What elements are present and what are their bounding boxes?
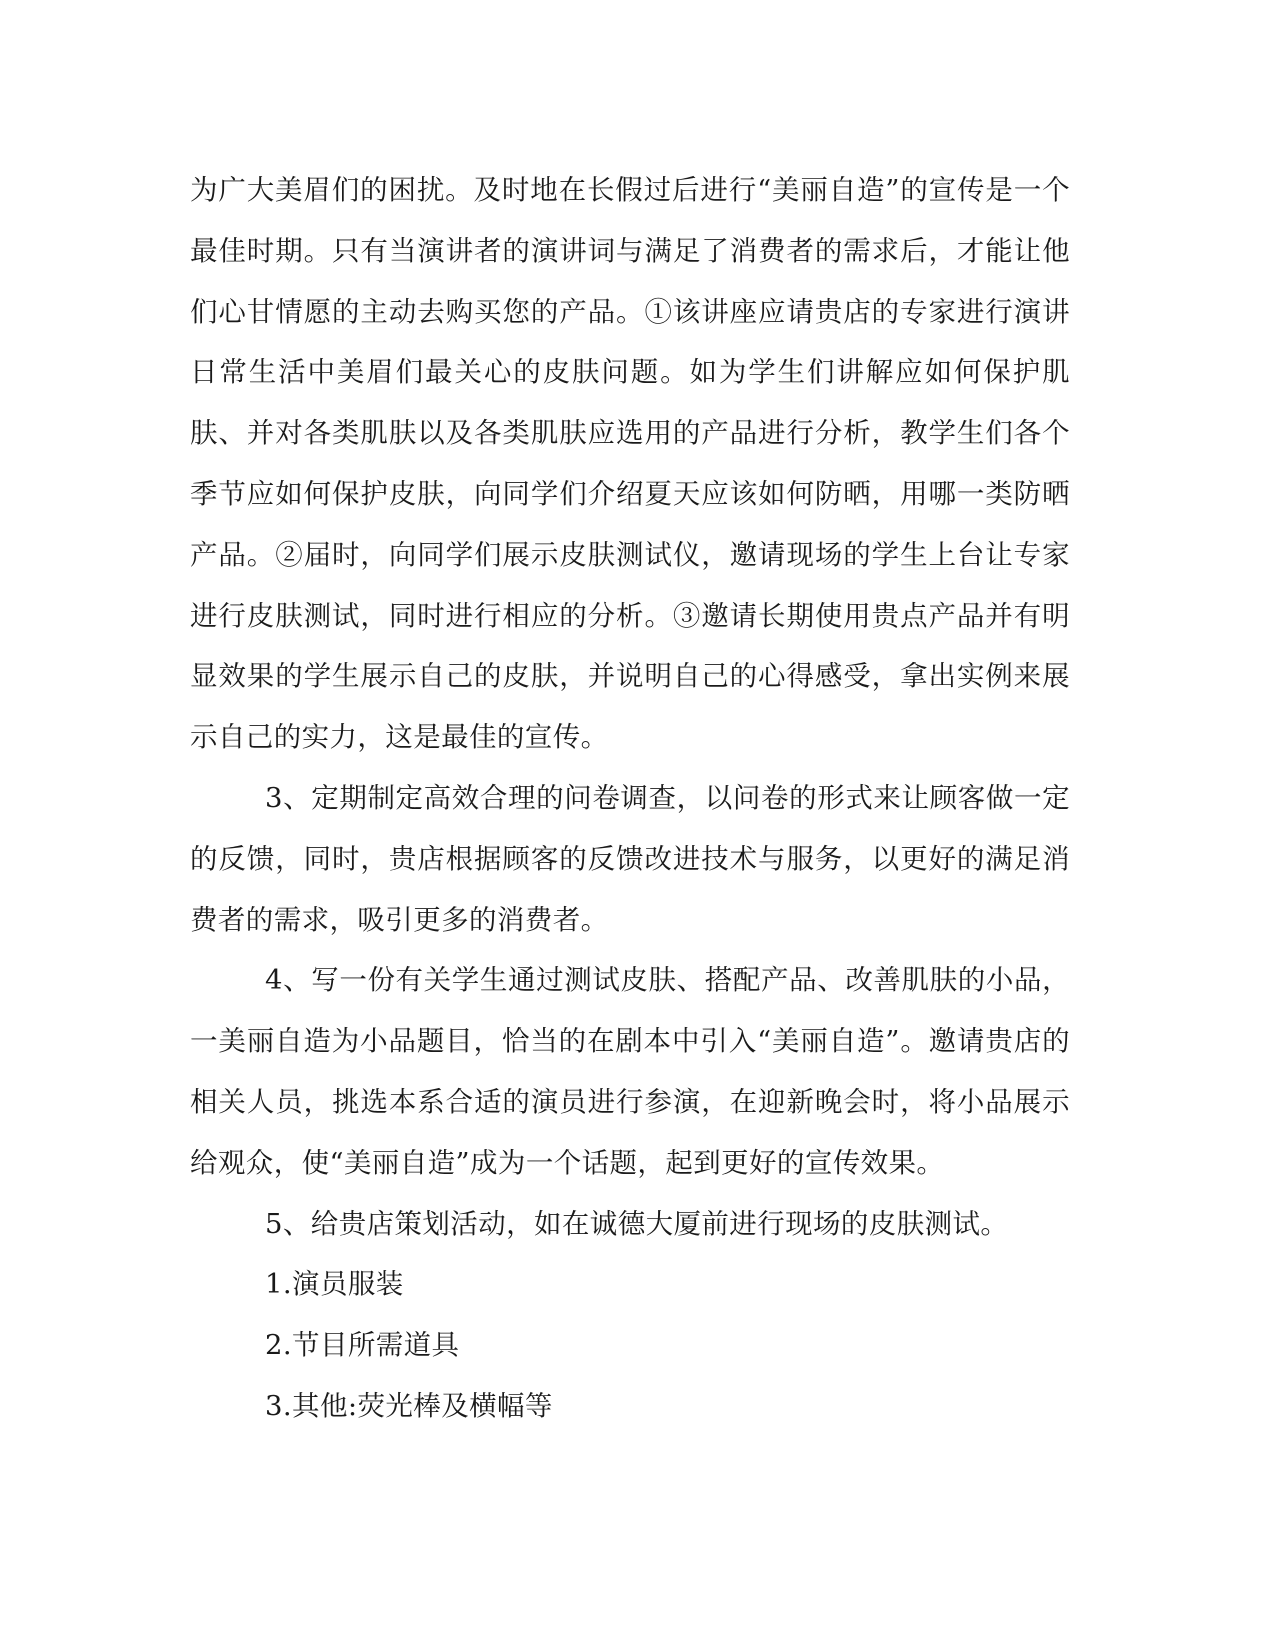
list-item-props: 2.节目所需道具: [265, 1329, 460, 1362]
paragraph-continuation: 为广大美眉们的困扰。及时地在长假过后进行“美丽自造”的宣传是一个最佳时期。只有当演讲者的演讲词与满足了消费者的需求后，才能让他们心甘情愿的主动去购买您的产品。①该讲座应请贵店的专家进行演讲日常生活中美眉们最关心的皮肤问题。如为学生们讲解应如何保护肌肤、并对各类肌肤以及各类肌肤应选用的产品进行分析，教学生们各个季节应如何保护皮肤，向同学们介绍夏天应该如何防晒，用哪一类防晒产品。②届时，向同学们展示皮肤测试仪，邀请现场的学生上台让专家进行皮肤测试，同时进行相应的分析。③邀请长期使用贵点产品并有明显效果的学生展示自己的皮肤，并说明自己的心得感受，拿出实例来展示自己的实力，这是最佳的宣传。: [190, 174, 1070, 754]
paragraph-item-4: 4、写一份有关学生通过测试皮肤、搭配产品、改善肌肤的小品，一美丽自造为小品题目，恰当的在剧本中引入“美丽自造”。邀请贵店的相关人员，挑选本系合适的演员进行参演，在迎新晚会时，将小品展示给观众，使“美丽自造”成为一个话题，起到更好的宣传效果。: [190, 964, 1070, 1179]
document-body: [190, 160, 1070, 1437]
list-item-costumes: 1.演员服装: [265, 1268, 404, 1301]
paragraph-item-3: 3、定期制定高效合理的问卷调查，以问卷的形式来让顾客做一定的反馈，同时，贵店根据顾客的反馈改进技术与服务，以更好的满足消费者的需求，吸引更多的消费者。: [190, 781, 1070, 936]
paragraph-item-5: 5、给贵店策划活动，如在诚德大厦前进行现场的皮肤测试。: [265, 1207, 1009, 1240]
list-item-other: 3.其他:荧光棒及横幅等: [265, 1389, 553, 1422]
